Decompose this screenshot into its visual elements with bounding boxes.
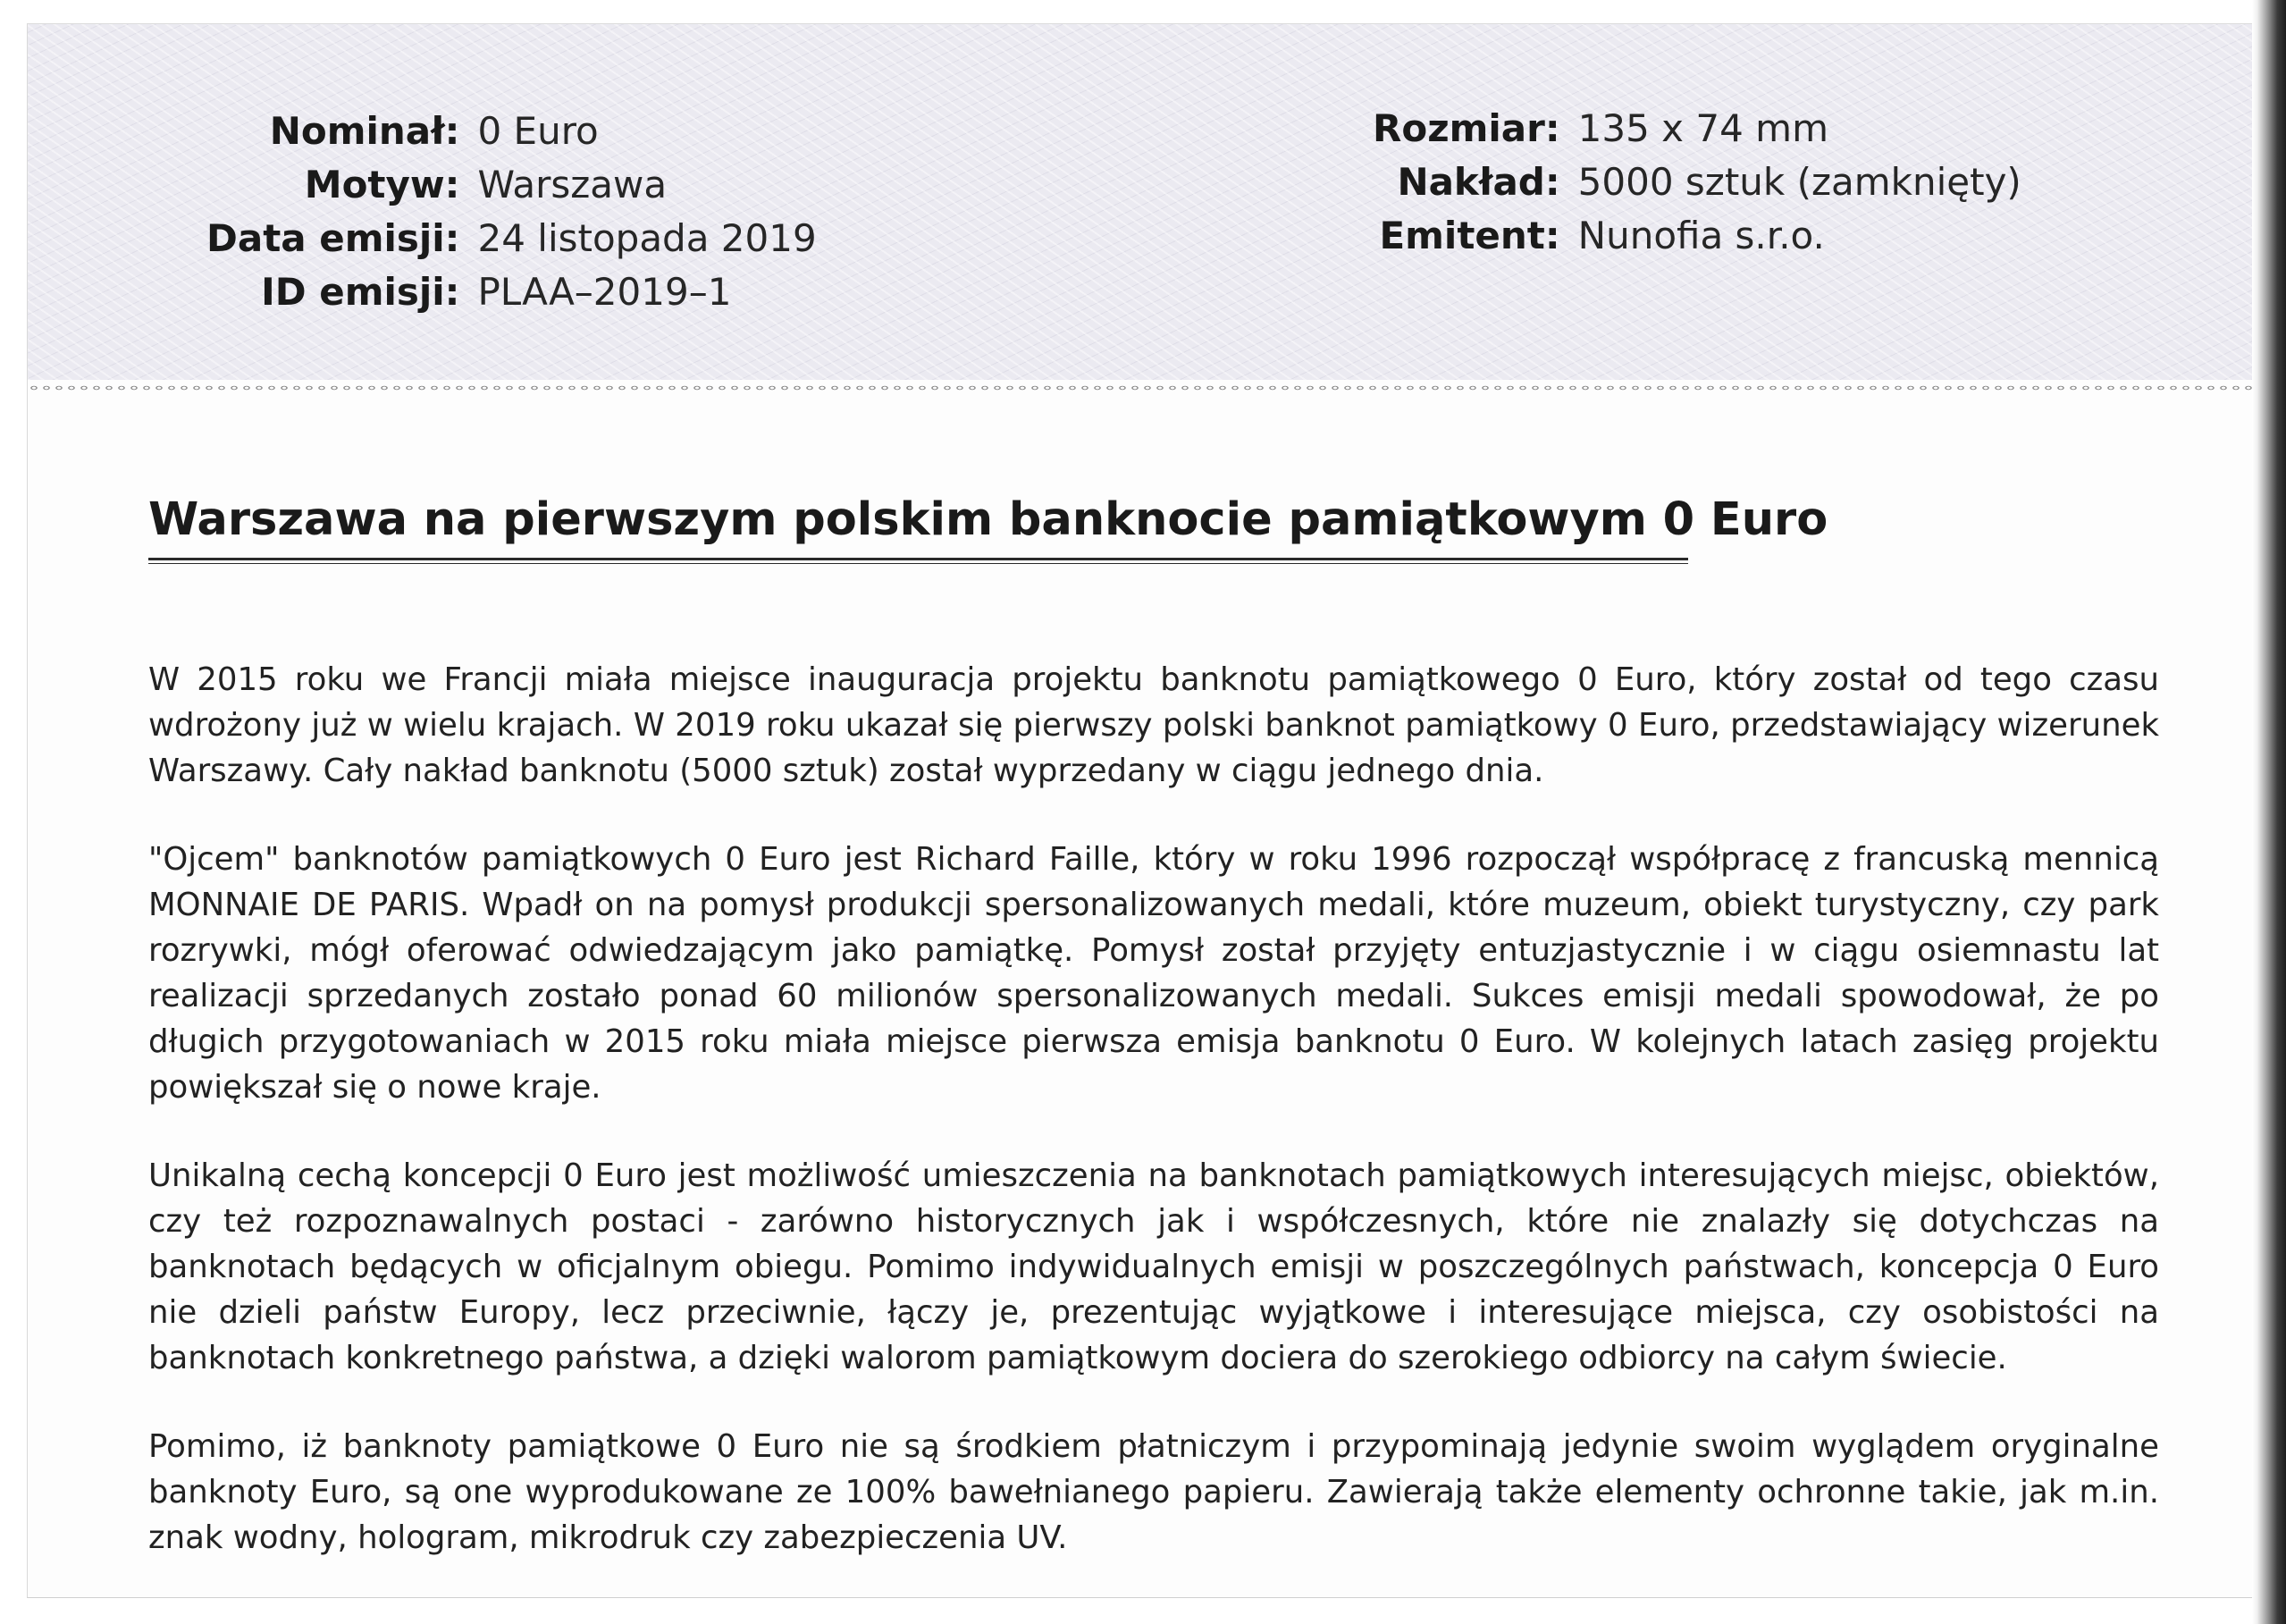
mintage-value: 5000 sztuk (zamknięty) [1577, 160, 2021, 204]
size-label: Rozmiar: [1373, 106, 1560, 150]
title-underline [148, 558, 1688, 564]
metadata-row-size [1373, 102, 2021, 156]
article-body [148, 657, 2159, 1603]
article-paragraph: "Ojcem" banknotów pamiątkowych 0 Euro jest Richard Faille, który w roku 1996 rozpoczął współpracę z francuską mennicą MONNAIE DE PARIS. Wpadł on na pomysł produkcji spersonalizowanych medali, które muzeum, obiekt turystyczny, czy park rozrywki, mógł oferować odwiedzającym jako pamiątkę. Pomysł został przyjęty entuzjastycznie i w ciągu osiemnastu lat realizacji sprzedanych zostało ponad 60 milionów spersonalizowanych medali. Sukces emisji medali spowodował, że po długich przygotowaniach w 2015 roku miała miejsce pierwsza emisja banknotu 0 Euro. W kolejnych latach zasięg projektu powiększał się o nowe kraje. [148, 841, 2159, 1106]
issuer-value: Nunofia s.r.o. [1577, 214, 1825, 257]
metadata-row-issuer [1373, 209, 2021, 263]
issue-date-value: 24 listopada 2019 [477, 216, 817, 260]
chain-border-divider [28, 382, 2253, 394]
motif-label: Motyw: [304, 163, 460, 206]
metadata-row-mintage [1373, 156, 2021, 209]
header-band [28, 24, 2253, 380]
metadata-row-nominal [206, 105, 817, 158]
article-paragraph: Unikalną cechą koncepcji 0 Euro jest możliwość umieszczenia na banknotach pamiątkowych interesujących miejsc, obiektów, czy też rozpoznawalnych postaci - zarówno historycznych jak i współczesnych, które nie znalazły się dotychczas na banknotach będących w oficjalnym obiegu. Pomimo indywidualnych emisji w poszczególnych państwach, koncepcja 0 Euro nie dzieli państw Europy, lecz przeciwnie, łączy je, prezentując wyjątkowe i interesujące miejsca, czy osobistości na banknotach konkretnego państwa, a dzięki walorom pamiątkowym dociera do szerokiego odbiorcy na całym świecie. [148, 1157, 2159, 1376]
mintage-label: Nakład: [1397, 160, 1560, 204]
metadata-right [1373, 102, 2021, 263]
certificate-sheet [27, 23, 2253, 1598]
article-paragraph: Pomimo, iż banknoty pamiątkowe 0 Euro nie są środkiem płatniczym i przypominają jedynie swoim wyglądem oryginalne banknoty Euro, są one wyprodukowane ze 100% bawełnianego papieru. Zawierają także elementy ochronne takie, jak m.in. znak wodny, hologram, mikrodruk czy zabezpieczenia UV. [148, 1428, 2159, 1556]
issue-date-label: Data emisji: [206, 216, 460, 260]
metadata-row-issue-date [206, 212, 817, 265]
size-value: 135 x 74 mm [1577, 106, 1828, 150]
issue-id-value: PLAA–2019–1 [477, 270, 732, 314]
article-paragraph: W 2015 roku we Francji miała miejsce inauguracja projektu banknotu pamiątkowego 0 Euro, który został od tego czasu wdrożony już w wielu krajach. W 2019 roku ukazał się pierwszy polski banknot pamiątkowy 0 Euro, przedstawiający wizerunek Warszawy. Cały nakład banknotu (5000 sztuk) został wyprzedany w ciągu jednego dnia. [148, 661, 2159, 789]
metadata-row-motif [206, 158, 817, 212]
issue-id-label: ID emisji: [261, 270, 460, 314]
scan-edge-shadow [2252, 0, 2286, 1624]
metadata-row-issue-id [206, 265, 817, 319]
motif-value: Warszawa [477, 163, 668, 206]
nominal-label: Nominał: [269, 109, 460, 153]
nominal-value: 0 Euro [477, 109, 599, 153]
article-title: Warszawa na pierwszym polskim banknocie pamiątkowym 0 Euro [148, 493, 1828, 546]
issuer-label: Emitent: [1379, 214, 1560, 257]
metadata-left [206, 105, 817, 319]
